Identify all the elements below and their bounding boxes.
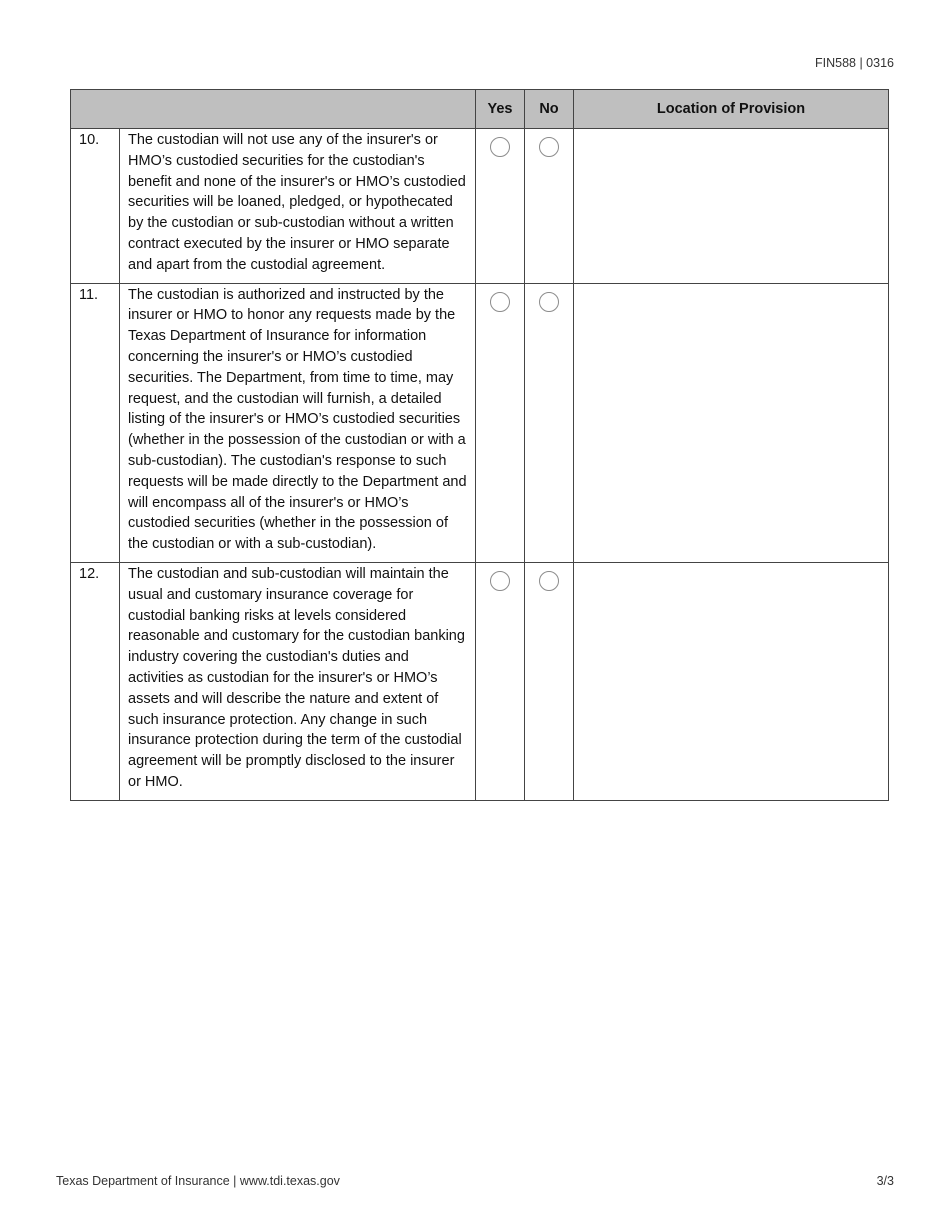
- no-cell: [525, 562, 574, 800]
- yes-radio-button[interactable]: [490, 137, 510, 157]
- table-row: [71, 283, 889, 562]
- header-location-of-provision: Location of Provision: [574, 90, 889, 129]
- row-number: 10.: [71, 129, 120, 284]
- page-number: 3/3: [876, 1174, 894, 1188]
- no-radio-button[interactable]: [539, 292, 559, 312]
- location-cell[interactable]: [574, 129, 889, 284]
- no-cell: [525, 129, 574, 284]
- yes-radio-button[interactable]: [490, 571, 510, 591]
- row-number: 11.: [71, 283, 120, 562]
- location-of-provision-field[interactable]: [574, 129, 888, 149]
- header-row: [71, 90, 889, 129]
- header-yes: Yes: [476, 90, 525, 129]
- no-radio-button[interactable]: [539, 137, 559, 157]
- header-no: No: [525, 90, 574, 129]
- footer-agency: Texas Department of Insurance | www.tdi.texas.gov: [56, 1174, 340, 1188]
- yes-cell: [476, 283, 525, 562]
- yes-cell: [476, 562, 525, 800]
- row-number: 12.: [71, 562, 120, 800]
- no-cell: [525, 283, 574, 562]
- form-id: FIN588 | 0316: [815, 56, 894, 70]
- location-of-provision-field[interactable]: [574, 563, 888, 583]
- provisions-table: [70, 89, 889, 801]
- provision-text: The custodian is authorized and instructed by the insurer or HMO to honor any requests made by the Texas Department of Insurance for information concerning the insurer's or HMO’s custodied securities. The Department, from time to time, may request, and the custodian will furnish, a detailed listing of the insurer's or HMO’s custodied securities (whether in the possession of the custodian or with a sub-custodian). The custodian's response to such requests will be made directly to the Department and will encompass all of the insurer's or HMO’s custodied securities (whether in the possession of the custodian or with a sub-custodian).: [120, 283, 476, 562]
- table-row: [71, 562, 889, 800]
- provision-text: The custodian will not use any of the insurer's or HMO’s custodied securities for the custodian's benefit and none of the insurer's or HMO’s custodied securities will be loaned, pledged, or hypothecated by the custodian or sub-custodian without a written contract executed by the insurer or HMO separate and apart from the custodial agreement.: [120, 129, 476, 284]
- yes-cell: [476, 129, 525, 284]
- location-cell[interactable]: [574, 562, 889, 800]
- no-radio-button[interactable]: [539, 571, 559, 591]
- location-cell[interactable]: [574, 283, 889, 562]
- table-row: [71, 129, 889, 284]
- location-of-provision-field[interactable]: [574, 284, 888, 304]
- yes-radio-button[interactable]: [490, 292, 510, 312]
- header-blank-cell: [71, 90, 476, 129]
- provision-text: The custodian and sub-custodian will maintain the usual and customary insurance coverage for custodial banking risks at levels considered reasonable and customary for the custodian banking industry covering the custodian's duties and activities as custodian for the insurer's or HMO’s assets and will describe the nature and extent of such insurance protection. Any change in such insurance protection during the term of the custodial agreement will be promptly disclosed to the insurer or HMO.: [120, 562, 476, 800]
